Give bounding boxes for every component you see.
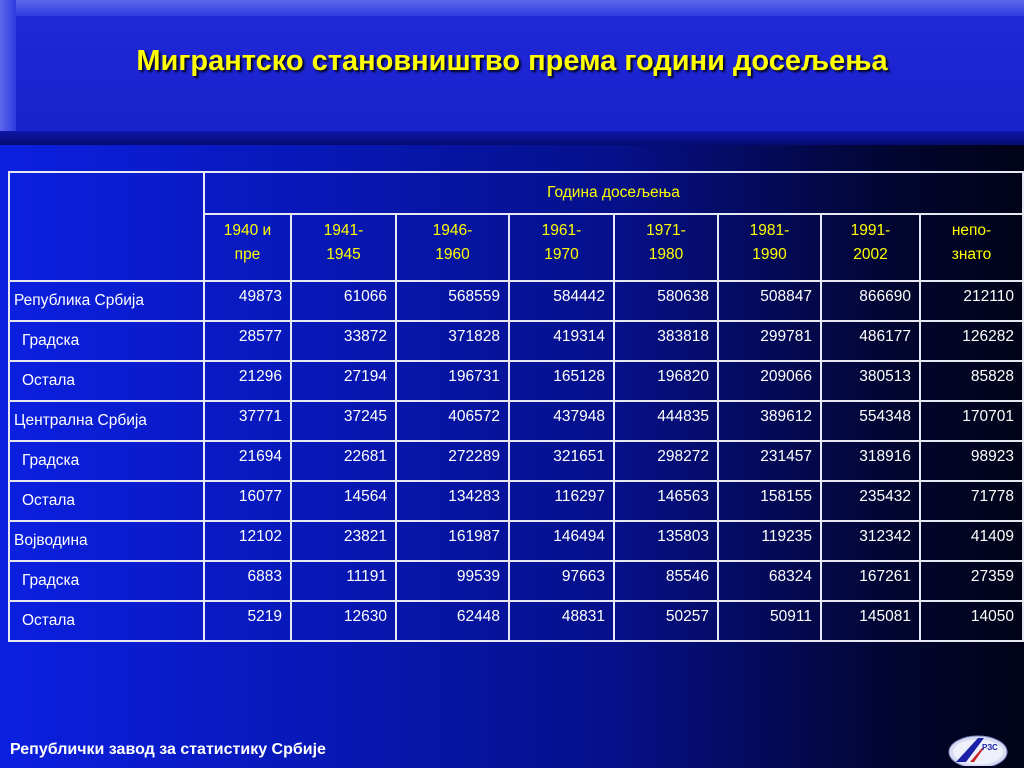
table-cell: 27359 <box>920 561 1023 601</box>
table-cell: 158155 <box>718 481 821 521</box>
year-header-line1: непо- <box>951 222 992 239</box>
table-cell: 298272 <box>614 441 718 481</box>
table-cell: 380513 <box>821 361 920 401</box>
table-cell: 14050 <box>920 601 1023 641</box>
table-cell: 50257 <box>614 601 718 641</box>
table-cell: 6883 <box>204 561 291 601</box>
year-header-line2: пре <box>234 246 261 263</box>
table-cell: 389612 <box>718 401 821 441</box>
table-row <box>9 321 1023 361</box>
table-cell: 119235 <box>718 521 821 561</box>
table-row <box>9 401 1023 441</box>
table-row <box>9 601 1023 641</box>
table-cell: 50911 <box>718 601 821 641</box>
table-cell: 14564 <box>291 481 396 521</box>
table-cell: 41409 <box>920 521 1023 561</box>
rzs-logo-icon <box>948 732 1008 766</box>
table-row <box>9 561 1023 601</box>
year-group-header: Година досељења <box>204 172 1023 214</box>
table-cell: 235432 <box>821 481 920 521</box>
table-cell: 37771 <box>204 401 291 441</box>
table-cell: 28577 <box>204 321 291 361</box>
year-header-line1: 1981- <box>749 222 790 239</box>
table-cell: 134283 <box>396 481 509 521</box>
table-cell: 5219 <box>204 601 291 641</box>
year-header-0 <box>204 214 291 281</box>
row-label: Војводина <box>9 521 204 561</box>
row-label: Градска <box>9 441 204 481</box>
table-cell: 209066 <box>718 361 821 401</box>
table-cell: 170701 <box>920 401 1023 441</box>
table-cell: 146563 <box>614 481 718 521</box>
table-cell: 33872 <box>291 321 396 361</box>
table-cell: 12102 <box>204 521 291 561</box>
year-header-1 <box>291 214 396 281</box>
year-header-line1: 1940 и <box>223 222 272 239</box>
table-cell: 486177 <box>821 321 920 361</box>
table-cell: 145081 <box>821 601 920 641</box>
table-cell: 161987 <box>396 521 509 561</box>
year-header-3 <box>509 214 614 281</box>
table-cell: 437948 <box>509 401 614 441</box>
table-cell: 508847 <box>718 281 821 321</box>
slide-title: Мигрантско становништво према години досељења <box>136 45 888 77</box>
year-header-line1: 1961- <box>541 222 582 239</box>
year-header-line2: знато <box>951 246 992 263</box>
table-cell: 48831 <box>509 601 614 641</box>
table-cell: 21694 <box>204 441 291 481</box>
row-label: Остала <box>9 481 204 521</box>
row-label: Остала <box>9 361 204 401</box>
year-header-6 <box>821 214 920 281</box>
year-header-line2: 1990 <box>752 246 787 263</box>
table-cell: 196731 <box>396 361 509 401</box>
table-cell: 321651 <box>509 441 614 481</box>
table-cell: 406572 <box>396 401 509 441</box>
table-cell: 584442 <box>509 281 614 321</box>
table-cell: 23821 <box>291 521 396 561</box>
table-cell: 126282 <box>920 321 1023 361</box>
table-cell: 165128 <box>509 361 614 401</box>
year-header-4 <box>614 214 718 281</box>
table-cell: 97663 <box>509 561 614 601</box>
table-row <box>9 281 1023 321</box>
table-cell: 71778 <box>920 481 1023 521</box>
corner-cell <box>9 172 204 281</box>
table-cell: 231457 <box>718 441 821 481</box>
table-cell: 85546 <box>614 561 718 601</box>
row-label: Градска <box>9 561 204 601</box>
year-header-7 <box>920 214 1023 281</box>
title-bevel-top <box>0 0 1024 16</box>
year-header-line2: 1945 <box>326 246 361 263</box>
table-cell: 196820 <box>614 361 718 401</box>
row-label: Остала <box>9 601 204 641</box>
year-header-line2: 2002 <box>853 246 888 263</box>
table-cell: 99539 <box>396 561 509 601</box>
table-cell: 419314 <box>509 321 614 361</box>
year-header-line1: 1971- <box>646 222 686 239</box>
year-header-line1: 1991- <box>850 222 891 239</box>
table-cell: 580638 <box>614 281 718 321</box>
migration-table <box>8 171 1024 642</box>
year-header-2 <box>396 214 509 281</box>
year-header-line2: 1980 <box>648 246 684 263</box>
table-body <box>9 281 1023 641</box>
table-row <box>9 521 1023 561</box>
title-bevel-bottom <box>0 131 1024 145</box>
table-cell: 135803 <box>614 521 718 561</box>
table-cell: 61066 <box>291 281 396 321</box>
table-cell: 212110 <box>920 281 1023 321</box>
footer-source: Републички завод за статистику Србије <box>10 741 326 758</box>
table-cell: 49873 <box>204 281 291 321</box>
row-label: Република Србија <box>9 281 204 321</box>
table-cell: 22681 <box>291 441 396 481</box>
table-cell: 11191 <box>291 561 396 601</box>
table-cell: 16077 <box>204 481 291 521</box>
table-cell: 272289 <box>396 441 509 481</box>
logo-lettering: РЗС <box>982 743 998 752</box>
year-header-line2: 1970 <box>544 246 579 263</box>
table-cell: 299781 <box>718 321 821 361</box>
year-header-5 <box>718 214 821 281</box>
table-cell: 371828 <box>396 321 509 361</box>
table-row <box>9 441 1023 481</box>
table-cell: 146494 <box>509 521 614 561</box>
title-banner <box>0 0 1024 145</box>
table-row <box>9 481 1023 521</box>
table-cell: 866690 <box>821 281 920 321</box>
year-header-line1: 1946- <box>432 222 473 239</box>
table-cell: 12630 <box>291 601 396 641</box>
table-cell: 21296 <box>204 361 291 401</box>
table-cell: 37245 <box>291 401 396 441</box>
table-cell: 98923 <box>920 441 1023 481</box>
table-cell: 554348 <box>821 401 920 441</box>
table-cell: 167261 <box>821 561 920 601</box>
table-cell: 85828 <box>920 361 1023 401</box>
table-cell: 62448 <box>396 601 509 641</box>
year-header-line1: 1941- <box>323 222 364 239</box>
table-cell: 116297 <box>509 481 614 521</box>
table-cell: 444835 <box>614 401 718 441</box>
table-cell: 27194 <box>291 361 396 401</box>
year-header-line2: 1960 <box>435 246 470 263</box>
row-label: Централна Србија <box>9 401 204 441</box>
table-cell: 568559 <box>396 281 509 321</box>
table-cell: 312342 <box>821 521 920 561</box>
table-cell: 68324 <box>718 561 821 601</box>
table-cell: 318916 <box>821 441 920 481</box>
table-row <box>9 361 1023 401</box>
table-cell: 383818 <box>614 321 718 361</box>
row-label: Градска <box>9 321 204 361</box>
